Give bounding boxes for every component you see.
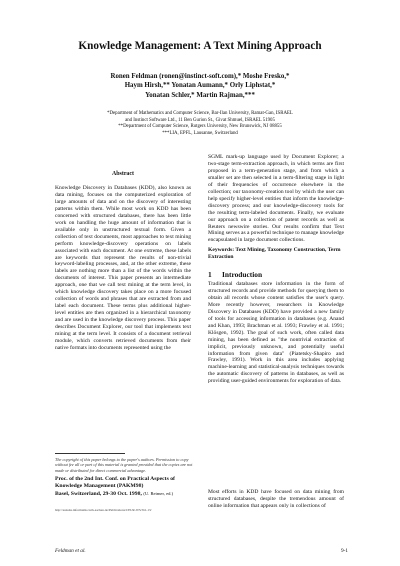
affiliation-line-1: *Department of Mathematics and Computer Science, Bar-Ilan University, Ramat-Gan, ISRAEL <box>107 111 293 116</box>
abstract-paragraph: Knowledge Discovery in Databases (KDD), also known as data mining, focuses on the computerized exploration of large amounts of data and on the discovery of interesting patterns within them. While most work on KDD has been concerned with structured databases, there has been little work on handling the huge amount of information that is available only in unstructured textual form. Given a collection of text documents, most approaches to text mining perform knowledge-discovery operations on labels associated with each document. At one extreme, these labels are keywords that represent the results of non-trivial keyword-labeling processes, and, at the other extreme, these labels are nothing more than a list of the words within the documents of interest. This paper presents an intermediate approach, one that we call text mining at the term level, in which knowledge discovery takes place on a more focused collection of words and phrases that are extracted from and label each document. These terms plus additional higher-level entities are then organized in a hierarchical taxonomy and are used in the knowledge discovery process. This paper describes Document Explorer, our tool that implements text mining at the term level. It consists of a document retrieval module, which converts retrieved documents from their native formats into documents represented using the <box>55 185 191 351</box>
proceedings-line-3 <box>55 490 195 498</box>
copyright-notice: The copyright of this paper belongs to the paper's authors. Permission to copy without fee all or part of this material is granted provided that the copies are not made or distributed for direct commercial advantage. <box>55 457 193 473</box>
footnote-divider <box>55 453 125 454</box>
section-title: Introduction <box>222 270 263 279</box>
abstract-continued <box>208 154 344 244</box>
running-footer-author: Feldman et al. <box>55 548 86 554</box>
proceedings-venue: Basel, Switzerland, 29-30 Oct. 1998, <box>55 491 142 498</box>
affiliation-line-3: **Department of Computer Science, Rutgers University, New Brunswick, NJ 08855 <box>118 124 282 130</box>
abstract-continued-paragraph: SGML mark-up language used by Document Explorer; a two-stage term-extraction approach, in which terms are first proposed in a term-generation stage, and from which a smaller set are then selected in a term-filtering stage in light of their frequencies of occurrence elsewhere in the collection; our taxonomy-creation tool by which the user can help specify higher-level entities that inform the knowledge-discovery process; and our knowledge-discovery tools for the resulting term-labeled documents. Finally, we evaluate our approach on a collection of patent records as well as Reuters newswire stories. Our results confirm that Text Mining serves as a powerful technique to manage knowledge encapsulated in large document collections. <box>208 154 344 244</box>
section-number: 1 <box>208 270 212 279</box>
intro-text-1: Traditional databases store information in the form of structured records and provide methods for querying them to obtain all records whose content satisfies the user's query. More recently however, researchers in Knowledge Discovery in Databases (KDD) have provided a new family of tools for accessing information in databases (e.g. Anand and Khan, 1993; Brachman et al. 1993; Frawley et al. 1991; Klösgen, 1992). The goal of such work, often called data mining, has been defined as "the nontrivial extraction of implicit, previously unknown, and potentially useful information from given data" (Piatetsky-Shapiro and Frawley, 1991). Work in this area includes applying machine-learning and statistical-analysis techniques towards the automatic discovery of patterns in databases, as well as providing user-guided environments for exploration of data. <box>208 281 344 385</box>
affiliation-line-4: ***LIA, EPFL, Lausanne, Switzerland <box>162 130 238 136</box>
proceedings-line-1: Proc. of the 2nd Int. Conf. on Practical Aspects of <box>55 476 175 482</box>
intro-paragraph-1 <box>208 281 344 385</box>
authors-line-1: Ronen Feldman (ronen@instinct-soft.com),* Moshe Fresko,* <box>110 73 290 80</box>
proceedings-url[interactable]: http://sunsite.informatik.rwth-aachen.de/Publications/CEUR-WS/Vol-13/ <box>55 508 152 512</box>
page-number: 9-1 <box>340 548 348 554</box>
intro-paragraph-2 <box>208 489 344 510</box>
affiliations <box>40 111 360 137</box>
proceedings-editor: (U. Reimer, ed.) <box>143 491 174 497</box>
proceedings-line-2: Knowledge Management (PAKM98) <box>55 483 144 490</box>
authors-line-2: Haym Hirsh,** Yonatan Aumann,* Orly Liphstat,* <box>124 82 276 90</box>
abstract-heading: Abstract <box>112 171 134 177</box>
keywords: Keywords: Text Mining, Taxonomy Construction, Term Extraction <box>208 247 341 260</box>
author-list <box>60 72 340 100</box>
affiliation-line-2: and Instinct Software Ltd., 11 Ben Gurion St., Givat Shmuel, ISRAEL 51905 <box>125 117 275 123</box>
abstract-text <box>55 185 191 352</box>
authors-line-3: Yonatan Schler,* Martin Rajman,*** <box>145 91 255 99</box>
section-heading-introduction <box>208 270 344 279</box>
intro-text-2: Most efforts in KDD have focused on data mining from structured databases, despite the tremendous amount of online information that appears only in collections of <box>208 489 344 509</box>
proceedings-info <box>55 476 195 498</box>
paper-title: Knowledge Management: A Text Mining Approach <box>78 40 322 52</box>
